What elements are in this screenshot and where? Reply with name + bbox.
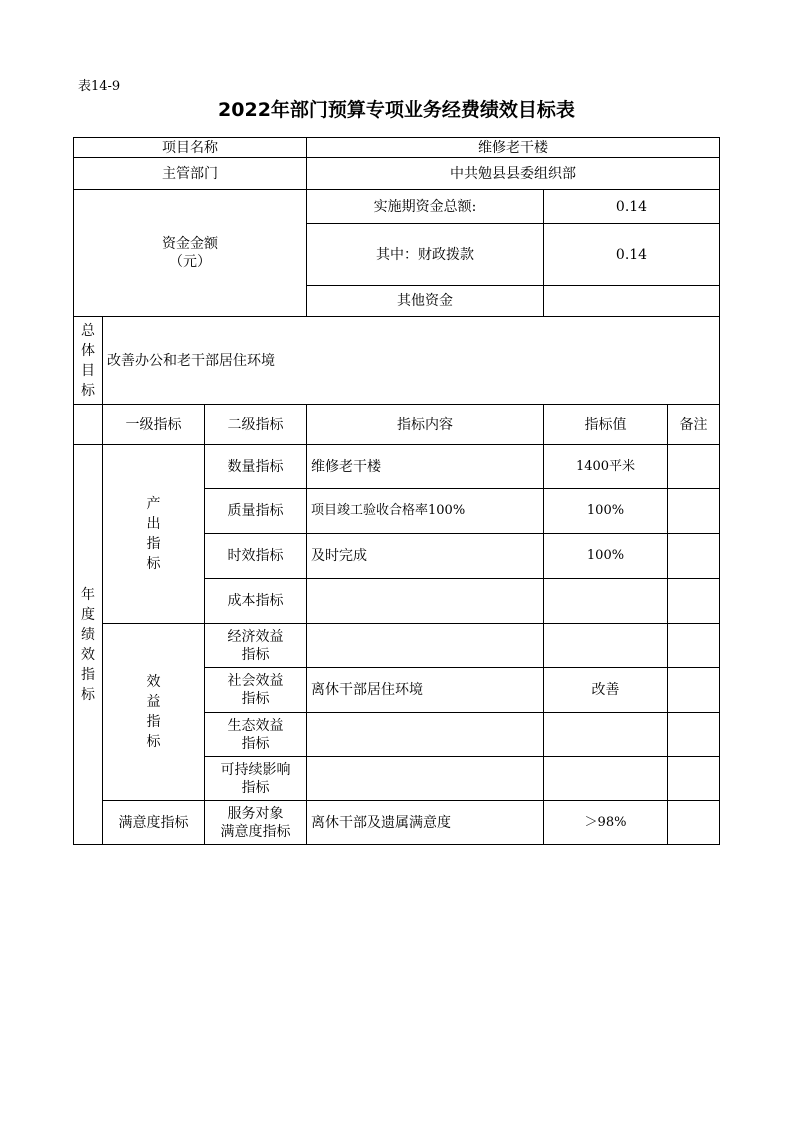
output-indicator-label: 产 出 指 标 (103, 445, 205, 624)
total-label: 实施期资金总额: (307, 190, 544, 224)
finance-label: 其中：财政拨款 (307, 224, 544, 286)
benefit-name: 社会效益 指标 (205, 668, 307, 713)
performance-table (73, 137, 720, 845)
fund-label-line1: 资金金额 (162, 236, 218, 252)
header-blank (74, 405, 103, 445)
output-name: 质量指标 (205, 489, 307, 534)
header-level2: 二级指标 (205, 405, 307, 445)
other-value (544, 286, 720, 317)
output-remark (668, 579, 720, 624)
output-content: 及时完成 (307, 534, 544, 579)
benefit-name: 生态效益 指标 (205, 713, 307, 757)
output-value: 100% (544, 534, 668, 579)
finance-value: 0.14 (544, 224, 720, 286)
goal-row (74, 317, 720, 405)
satisfaction-row (74, 801, 720, 845)
benefit-content (307, 757, 544, 801)
benefit-remark (668, 757, 720, 801)
table-code: 表14-9 (78, 79, 121, 94)
output-content: 项目竣工验收合格率100% (307, 489, 544, 534)
output-value: 100% (544, 489, 668, 534)
output-value (544, 579, 668, 624)
page-title: 2022年部门预算专项业务经费绩效目标表 (218, 99, 575, 121)
satisfaction-indicator-label: 满意度指标 (103, 801, 205, 845)
goal-text: 改善办公和老干部居住环境 (103, 317, 720, 405)
fund-total-row (74, 190, 720, 224)
dept-value: 中共勉县县委组织部 (307, 158, 720, 190)
total-value: 0.14 (544, 190, 720, 224)
benefit-value (544, 624, 668, 668)
benefit-row (74, 624, 720, 668)
header-level1: 一级指标 (103, 405, 205, 445)
fund-label-line2: （元） (169, 254, 211, 270)
satisfaction-name: 服务对象 满意度指标 (205, 801, 307, 845)
benefit-name: 可持续影响 指标 (205, 757, 307, 801)
project-name-row (74, 138, 720, 158)
other-label: 其他资金 (307, 286, 544, 317)
benefit-remark (668, 624, 720, 668)
output-name: 成本指标 (205, 579, 307, 624)
goal-label: 总 体 目 标 (74, 317, 103, 405)
output-content (307, 579, 544, 624)
dept-label: 主管部门 (74, 158, 307, 190)
project-name-value: 维修老干楼 (307, 138, 720, 158)
project-name-label: 项目名称 (74, 138, 307, 158)
benefit-remark (668, 713, 720, 757)
annual-indicator-label: 年 度 绩 效 指 标 (74, 445, 103, 845)
output-content: 维修老干楼 (307, 445, 544, 489)
output-name: 时效指标 (205, 534, 307, 579)
output-value: 1400平米 (544, 445, 668, 489)
dept-row (74, 158, 720, 190)
benefit-content (307, 624, 544, 668)
header-content: 指标内容 (307, 405, 544, 445)
benefit-content (307, 713, 544, 757)
output-row (74, 445, 720, 489)
output-remark (668, 534, 720, 579)
output-remark (668, 489, 720, 534)
benefit-value: 改善 (544, 668, 668, 713)
benefit-content: 离休干部居住环境 (307, 668, 544, 713)
header-row (74, 405, 720, 445)
benefit-indicator-label: 效 益 指 标 (103, 624, 205, 801)
benefit-value (544, 713, 668, 757)
benefit-value (544, 757, 668, 801)
header-value: 指标值 (544, 405, 668, 445)
satisfaction-content: 离休干部及遗属满意度 (307, 801, 544, 845)
header-remark: 备注 (668, 405, 720, 445)
benefit-name: 经济效益 指标 (205, 624, 307, 668)
benefit-remark (668, 668, 720, 713)
satisfaction-remark (668, 801, 720, 845)
satisfaction-value: ＞98% (544, 801, 668, 845)
output-remark (668, 445, 720, 489)
fund-label (74, 190, 307, 317)
output-name: 数量指标 (205, 445, 307, 489)
